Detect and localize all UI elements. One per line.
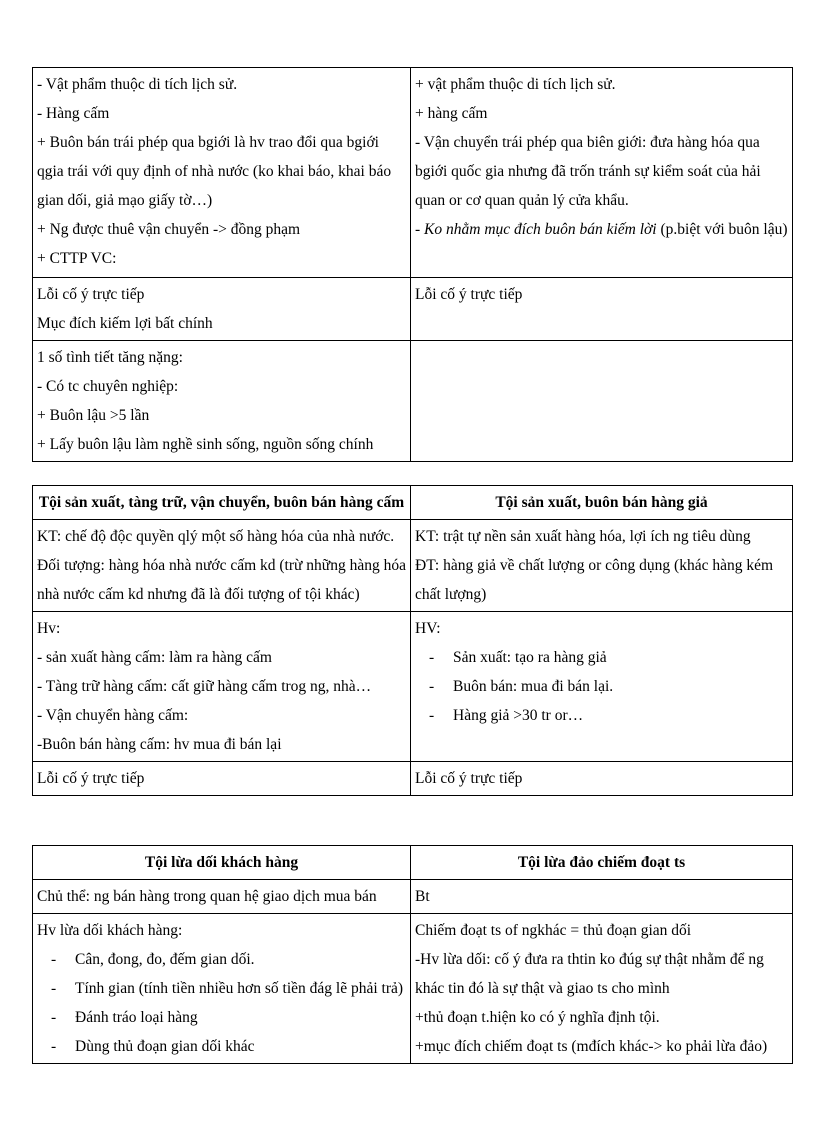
cell-right (411, 68, 793, 278)
list-item-text: Hàng giả >30 tr or… (453, 707, 584, 724)
list-item-text: Cân, đong, đo, đếm gian dối. (75, 951, 255, 968)
cell-left (33, 278, 411, 341)
cell-right: Lỗi cố ý trực tiếp (411, 762, 793, 796)
text-line: -Buôn bán hàng cấm: hv mua đi bán lại (37, 736, 282, 753)
list-item (37, 1003, 406, 1032)
cell-right (411, 520, 793, 612)
text-line: - sản xuất hàng cấm: làm ra hàng cấm (37, 649, 272, 666)
text-line: + Buôn lậu >5 lần (37, 407, 150, 424)
table-row (33, 612, 793, 762)
list-item (37, 945, 406, 974)
text-line: - Vật phẩm thuộc di tích lịch sử. (37, 76, 238, 93)
text-line: - Hàng cấm (37, 105, 110, 122)
cell-left (33, 520, 411, 612)
text-line: + hàng cấm (415, 105, 488, 122)
bullet-dash-icon: - (51, 951, 57, 968)
text-line: Chiếm đoạt ts of ngkhác = thủ đoạn gian dối (415, 922, 692, 939)
list-item-text: Đánh tráo loại hàng (75, 1009, 198, 1026)
table-row (33, 341, 793, 462)
text-line: - Vận chuyển hàng cấm: (37, 707, 189, 724)
table-buon-lau (32, 67, 793, 462)
table-header-row (33, 486, 793, 520)
cell-left (33, 612, 411, 762)
column-header: Tội sản xuất, tàng trữ, vận chuyển, buôn bán hàng cấm (33, 486, 411, 520)
column-header: Tội sản xuất, buôn bán hàng giả (411, 486, 793, 520)
text-line: KT: chế độ độc quyền qlý một số hàng hóa của nhà nước. (37, 528, 395, 545)
table-header-row (33, 846, 793, 880)
text-line: Đối tượng: hàng hóa nhà nước cấm kd (trừ những hàng hóa nhà nước cấm kd nhưng đã là đối tượng of tội khác) (37, 557, 406, 603)
bullet-dash-icon: - (51, 1038, 57, 1055)
text-line: Hv lừa dối khách hàng: (37, 922, 183, 939)
text-line: Lỗi cố ý trực tiếp (37, 286, 145, 303)
text-note: (p.biệt với buôn lậu) (656, 221, 788, 238)
bullet-dash-icon: - (429, 649, 435, 666)
cell-right: Bt (411, 880, 793, 914)
text-line: + Ng được thuê vận chuyển -> đồng phạm (37, 221, 301, 238)
text-line: + Buôn bán trái phép qua bgiới là hv trao đổi qua bgiới qgia trái với quy định of nhà nước (ko khai báo, khai báo gian dối, giả mạo giấy tờ…) (37, 134, 392, 209)
table-row (33, 762, 793, 796)
list-item (415, 643, 788, 672)
table-row (33, 880, 793, 914)
text-line: 1 số tình tiết tăng nặng: (37, 349, 183, 366)
text-line: - Tàng trữ hàng cấm: cất giữ hàng cấm trog ng, nhà… (37, 678, 372, 695)
column-header: Tội lừa dối khách hàng (33, 846, 411, 880)
text-line: -Hv lừa dối: cố ý đưa ra thtin ko đúg sự thật nhằm để ng khác tin đó là sự thật và giao ts cho mình (415, 951, 764, 997)
list-item (37, 1032, 406, 1061)
text-line: + CTTP VC: (37, 250, 117, 267)
bullet-dash-icon: - (51, 980, 57, 997)
table-lua-doi-lua-dao (32, 845, 793, 1064)
list-item (415, 701, 788, 730)
text-line: + vật phẩm thuộc di tích lịch sử. (415, 76, 616, 93)
cell-right-empty (411, 341, 793, 462)
text-line: Lỗi cố ý trực tiếp (415, 286, 523, 303)
cell-left (33, 68, 411, 278)
cell-left: Lỗi cố ý trực tiếp (33, 762, 411, 796)
list-item (37, 974, 406, 1003)
bullet-dash-icon: - (429, 707, 435, 724)
cell-left: Chủ thể: ng bán hàng trong quan hệ giao dịch mua bán (33, 880, 411, 914)
list-item-text: Dùng thủ đoạn gian dối khác (75, 1038, 255, 1055)
table-row (33, 278, 793, 341)
text-line: - Có tc chuyên nghiệp: (37, 378, 179, 395)
bullet-dash-icon: - (51, 1009, 57, 1026)
text-line: + Lấy buôn lậu làm nghề sinh sống, nguồn sống chính (37, 436, 374, 453)
text-line: - Vận chuyển trái phép qua biên giới: đưa hàng hóa qua bgiới quốc gia nhưng đã trốn tránh sự kiểm soát của hải quan or cơ quan quản lý cửa khẩu. (415, 134, 761, 209)
table-row (33, 68, 793, 278)
italic-text: - Ko nhằm mục đích buôn bán kiếm lời (415, 221, 657, 238)
text-line: +mục đích chiếm đoạt ts (mđích khác-> ko phải lừa đảo) (415, 1038, 768, 1055)
cell-right (411, 612, 793, 762)
text-line: Hv: (37, 620, 61, 637)
list-item (415, 672, 788, 701)
table-row (33, 914, 793, 1064)
text-line: KT: trật tự nền sản xuất hàng hóa, lợi ích ng tiêu dùng (415, 528, 751, 545)
list-item-text: Tính gian (tính tiền nhiều hơn số tiền đág lẽ phải trả) (75, 980, 404, 997)
cell-left (33, 341, 411, 462)
text-line: Mục đích kiếm lợi bất chính (37, 315, 213, 332)
cell-left (33, 914, 411, 1064)
text-line: +thủ đoạn t.hiện ko có ý nghĩa định tội. (415, 1009, 660, 1026)
list-item-text: Buôn bán: mua đi bán lại. (453, 678, 614, 695)
cell-right (411, 278, 793, 341)
table-hang-cam-hang-gia (32, 485, 793, 796)
text-line: ĐT: hàng giả về chất lượng or công dụng (khác hàng kém chất lượng) (415, 557, 774, 603)
list-item-text: Sản xuất: tạo ra hàng giả (453, 649, 607, 666)
cell-right (411, 914, 793, 1064)
table-row (33, 520, 793, 612)
column-header: Tội lừa đảo chiếm đoạt ts (411, 846, 793, 880)
text-line: HV: (415, 620, 441, 637)
bullet-dash-icon: - (429, 678, 435, 695)
text-line (415, 215, 788, 244)
